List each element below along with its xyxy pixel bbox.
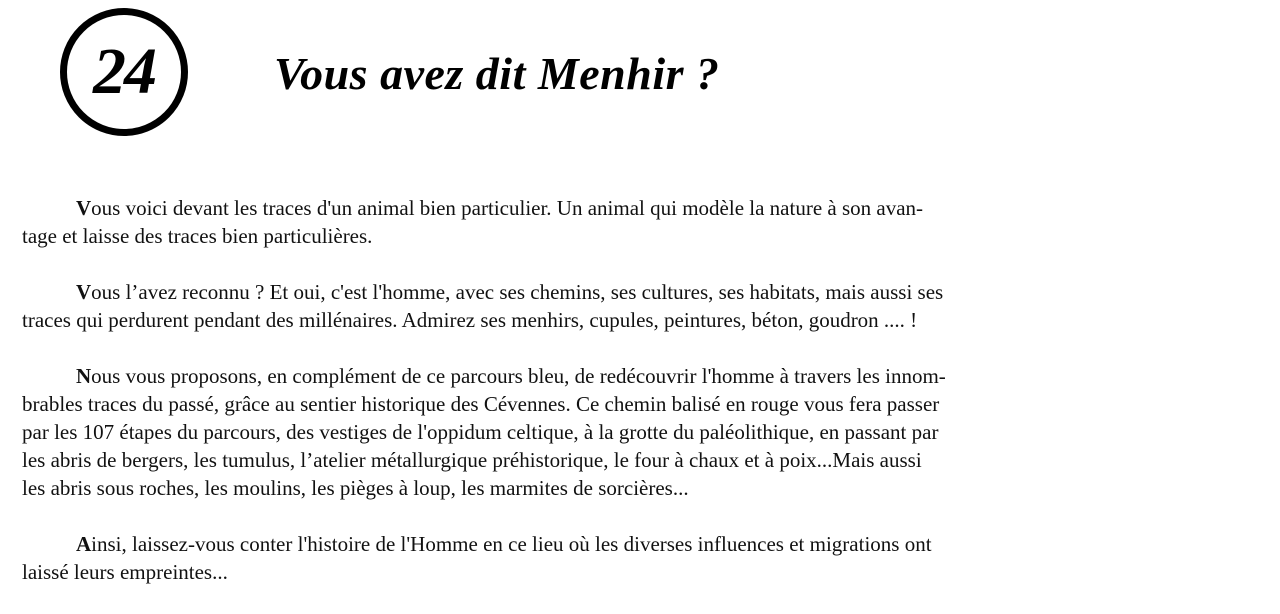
step-number-badge bbox=[60, 8, 188, 136]
paragraph-line: par les 107 étapes du parcours, des vestiges de l'oppidum celtique, à la grotte du paléolithique, en passant par bbox=[22, 420, 939, 444]
paragraph-line: Vous l’avez reconnu ? Et oui, c'est l'homme, avec ses chemins, ses cultures, ses habitats, mais aussi ses bbox=[76, 280, 944, 304]
paragraph-2 bbox=[22, 278, 1090, 334]
paragraph-initial: V bbox=[76, 280, 92, 304]
paragraph-initial: V bbox=[76, 196, 92, 220]
body-text bbox=[22, 194, 1090, 614]
paragraph-line: Vous voici devant les traces d'un animal bien particulier. Un animal qui modèle la nature à son avan- bbox=[76, 196, 924, 220]
paragraph-line: les abris de bergers, les tumulus, l’atelier métallurgique préhistorique, le four à chaux et à poix...Mais aussi bbox=[22, 448, 922, 472]
paragraph-line: laissé leurs empreintes... bbox=[22, 560, 228, 584]
paragraph-line: Nous vous proposons, en complément de ce parcours bleu, de redécouvrir l'homme à travers les innom- bbox=[76, 364, 946, 388]
paragraph-line: traces qui perdurent pendant des millénaires. Admirez ses menhirs, cupules, peintures, béton, goudron .... ! bbox=[22, 308, 918, 332]
paragraph-line: brables traces du passé, grâce au sentier historique des Cévennes. Ce chemin balisé en rouge vous fera passer bbox=[22, 392, 940, 416]
paragraph-initial: N bbox=[76, 364, 92, 388]
paragraph-initial: A bbox=[76, 532, 92, 556]
step-number: 24 bbox=[93, 35, 155, 108]
paragraph-line: tage et laisse des traces bien particulières. bbox=[22, 224, 373, 248]
paragraph-line: les abris sous roches, les moulins, les pièges à loup, les marmites de sorcières... bbox=[22, 476, 689, 500]
paragraph-3 bbox=[22, 362, 1090, 502]
paragraph-1 bbox=[22, 194, 1090, 250]
paragraph-4 bbox=[22, 530, 1090, 586]
paragraph-line: Ainsi, laissez-vous conter l'histoire de l'Homme en ce lieu où les diverses influences et migrations ont bbox=[76, 532, 932, 556]
page-title: Vous avez dit Menhir ? bbox=[274, 48, 720, 99]
